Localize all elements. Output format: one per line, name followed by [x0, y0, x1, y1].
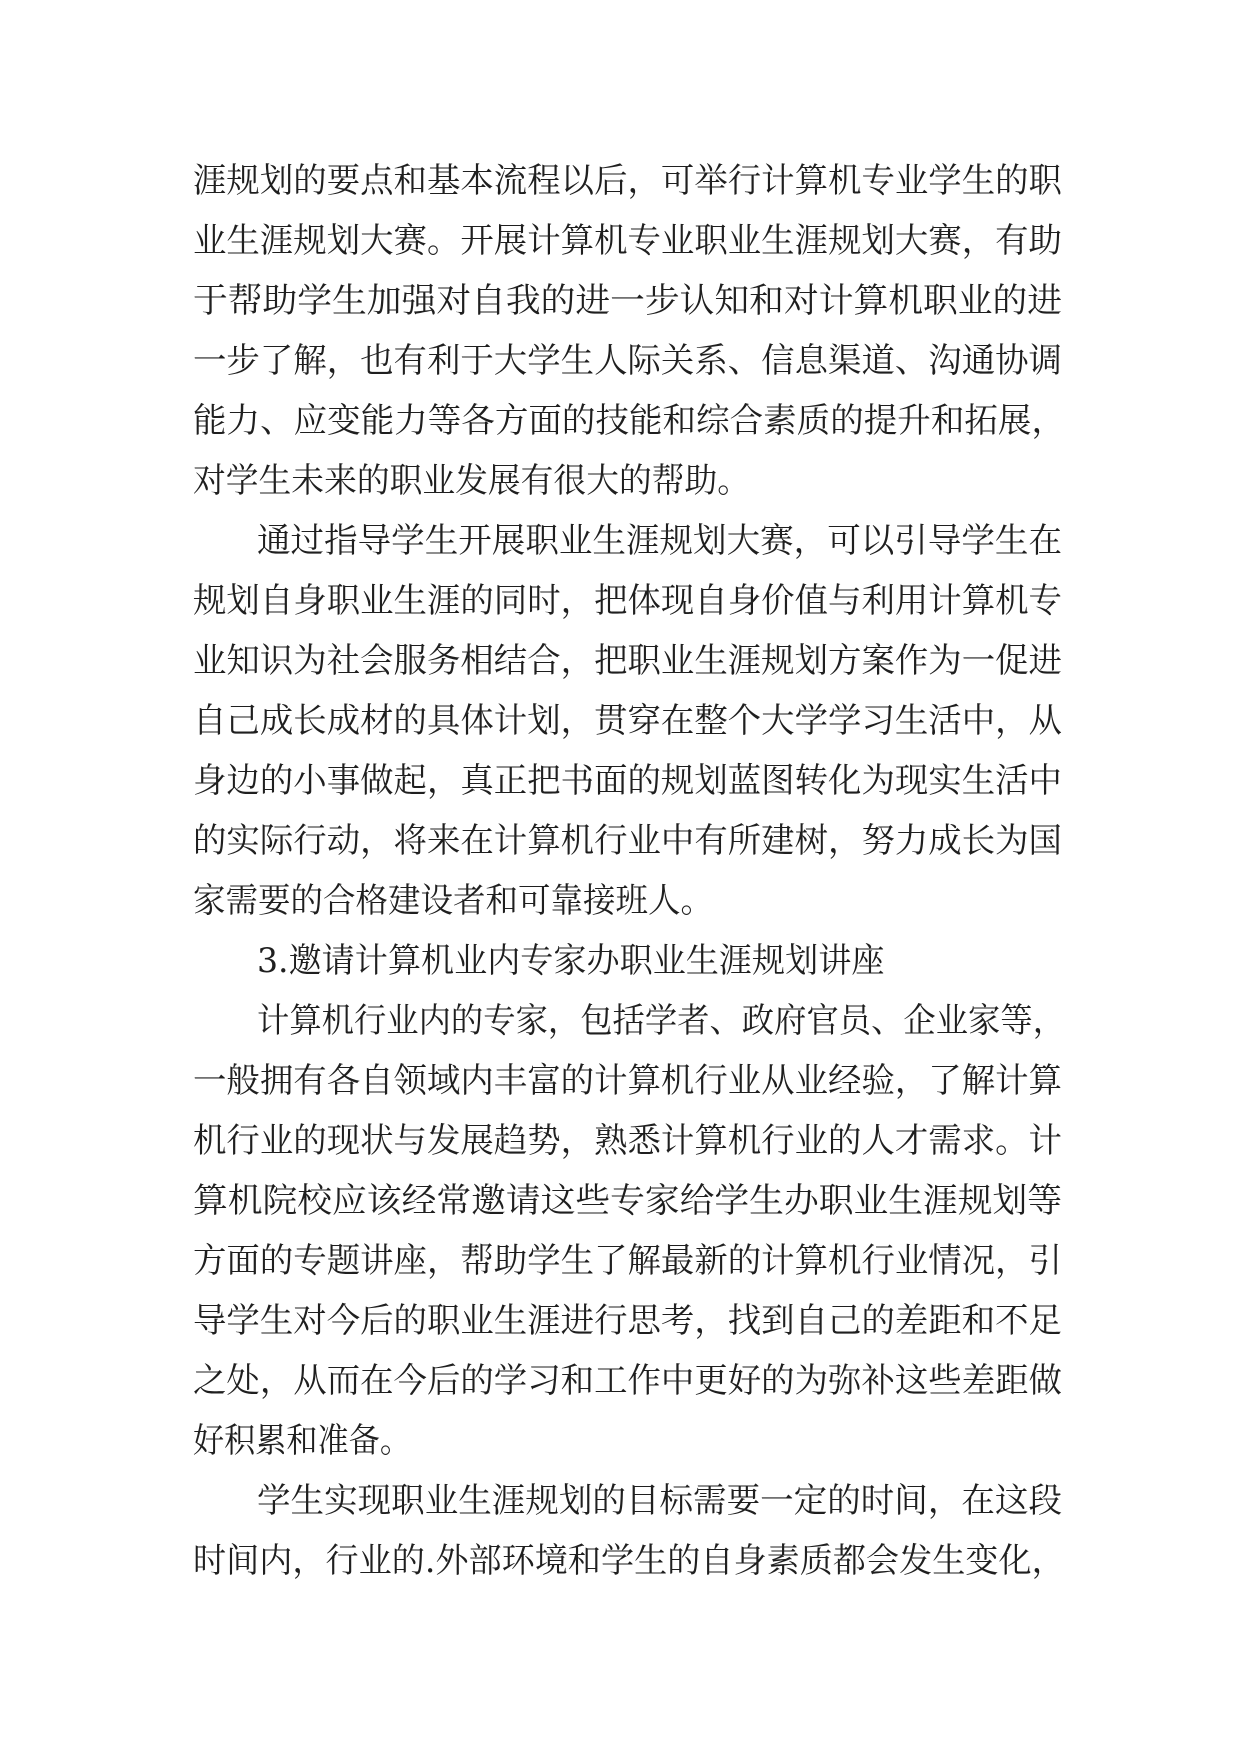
text-line: 身边的小事做起，真正把书面的规划蓝图转化为现实生活中 [193, 761, 1062, 801]
text-line: 之处，从而在今后的学习和工作中更好的为弥补这些差距做 [193, 1361, 1062, 1401]
text-line: 能力、应变能力等各方面的技能和综合素质的提升和拓展， [193, 401, 1065, 441]
text-line: 好积累和准备。 [193, 1421, 412, 1461]
text-line: 家需要的合格建设者和可靠接班人。 [193, 881, 714, 921]
text-line: 的实际行动，将来在计算机行业中有所建树，努力成长为国 [193, 821, 1062, 861]
text-line: 业生涯规划大赛。开展计算机专业职业生涯规划大赛，有助 [193, 221, 1062, 261]
text-line: 业知识为社会服务相结合，把职业生涯规划方案作为一促进 [193, 641, 1062, 681]
text-line: 方面的专题讲座，帮助学生了解最新的计算机行业情况，引 [193, 1241, 1062, 1281]
text-line: 算机院校应该经常邀请这些专家给学生办职业生涯规划等 [193, 1181, 1063, 1221]
text-line: 导学生对今后的职业生涯进行思考，找到自己的差距和不足 [193, 1301, 1062, 1341]
text-line: 机行业的现状与发展趋势，熟悉计算机行业的人才需求。计 [193, 1121, 1062, 1161]
text-line: 于帮助学生加强对自我的进一步认知和对计算机职业的进 [193, 281, 1063, 321]
text-line: 规划自身职业生涯的同时，把体现自身价值与利用计算机专 [193, 581, 1062, 621]
text-line: 一般拥有各自领域内丰富的计算机行业从业经验，了解计算 [193, 1061, 1062, 1101]
section-heading: 3.邀请计算机业内专家办职业生涯规划讲座 [257, 941, 885, 981]
text-line: 对学生未来的职业发展有很大的帮助。 [193, 461, 751, 501]
text-line: 学生实现职业生涯规划的目标需要一定的时间，在这段 [257, 1481, 1062, 1521]
text-line: 一步了解，也有利于大学生人际关系、信息渠道、沟通协调 [193, 341, 1062, 381]
text-line: 自己成长成材的具体计划，贯穿在整个大学学习生活中，从 [193, 701, 1062, 741]
text-line: 时间内，行业的.外部环境和学生的自身素质都会发生变化， [193, 1541, 1065, 1581]
text-line: 涯规划的要点和基本流程以后，可举行计算机专业学生的职 [193, 161, 1062, 201]
text-line: 通过指导学生开展职业生涯规划大赛，可以引导学生在 [257, 521, 1062, 561]
text-line: 计算机行业内的专家，包括学者、政府官员、企业家等， [257, 1001, 1066, 1041]
